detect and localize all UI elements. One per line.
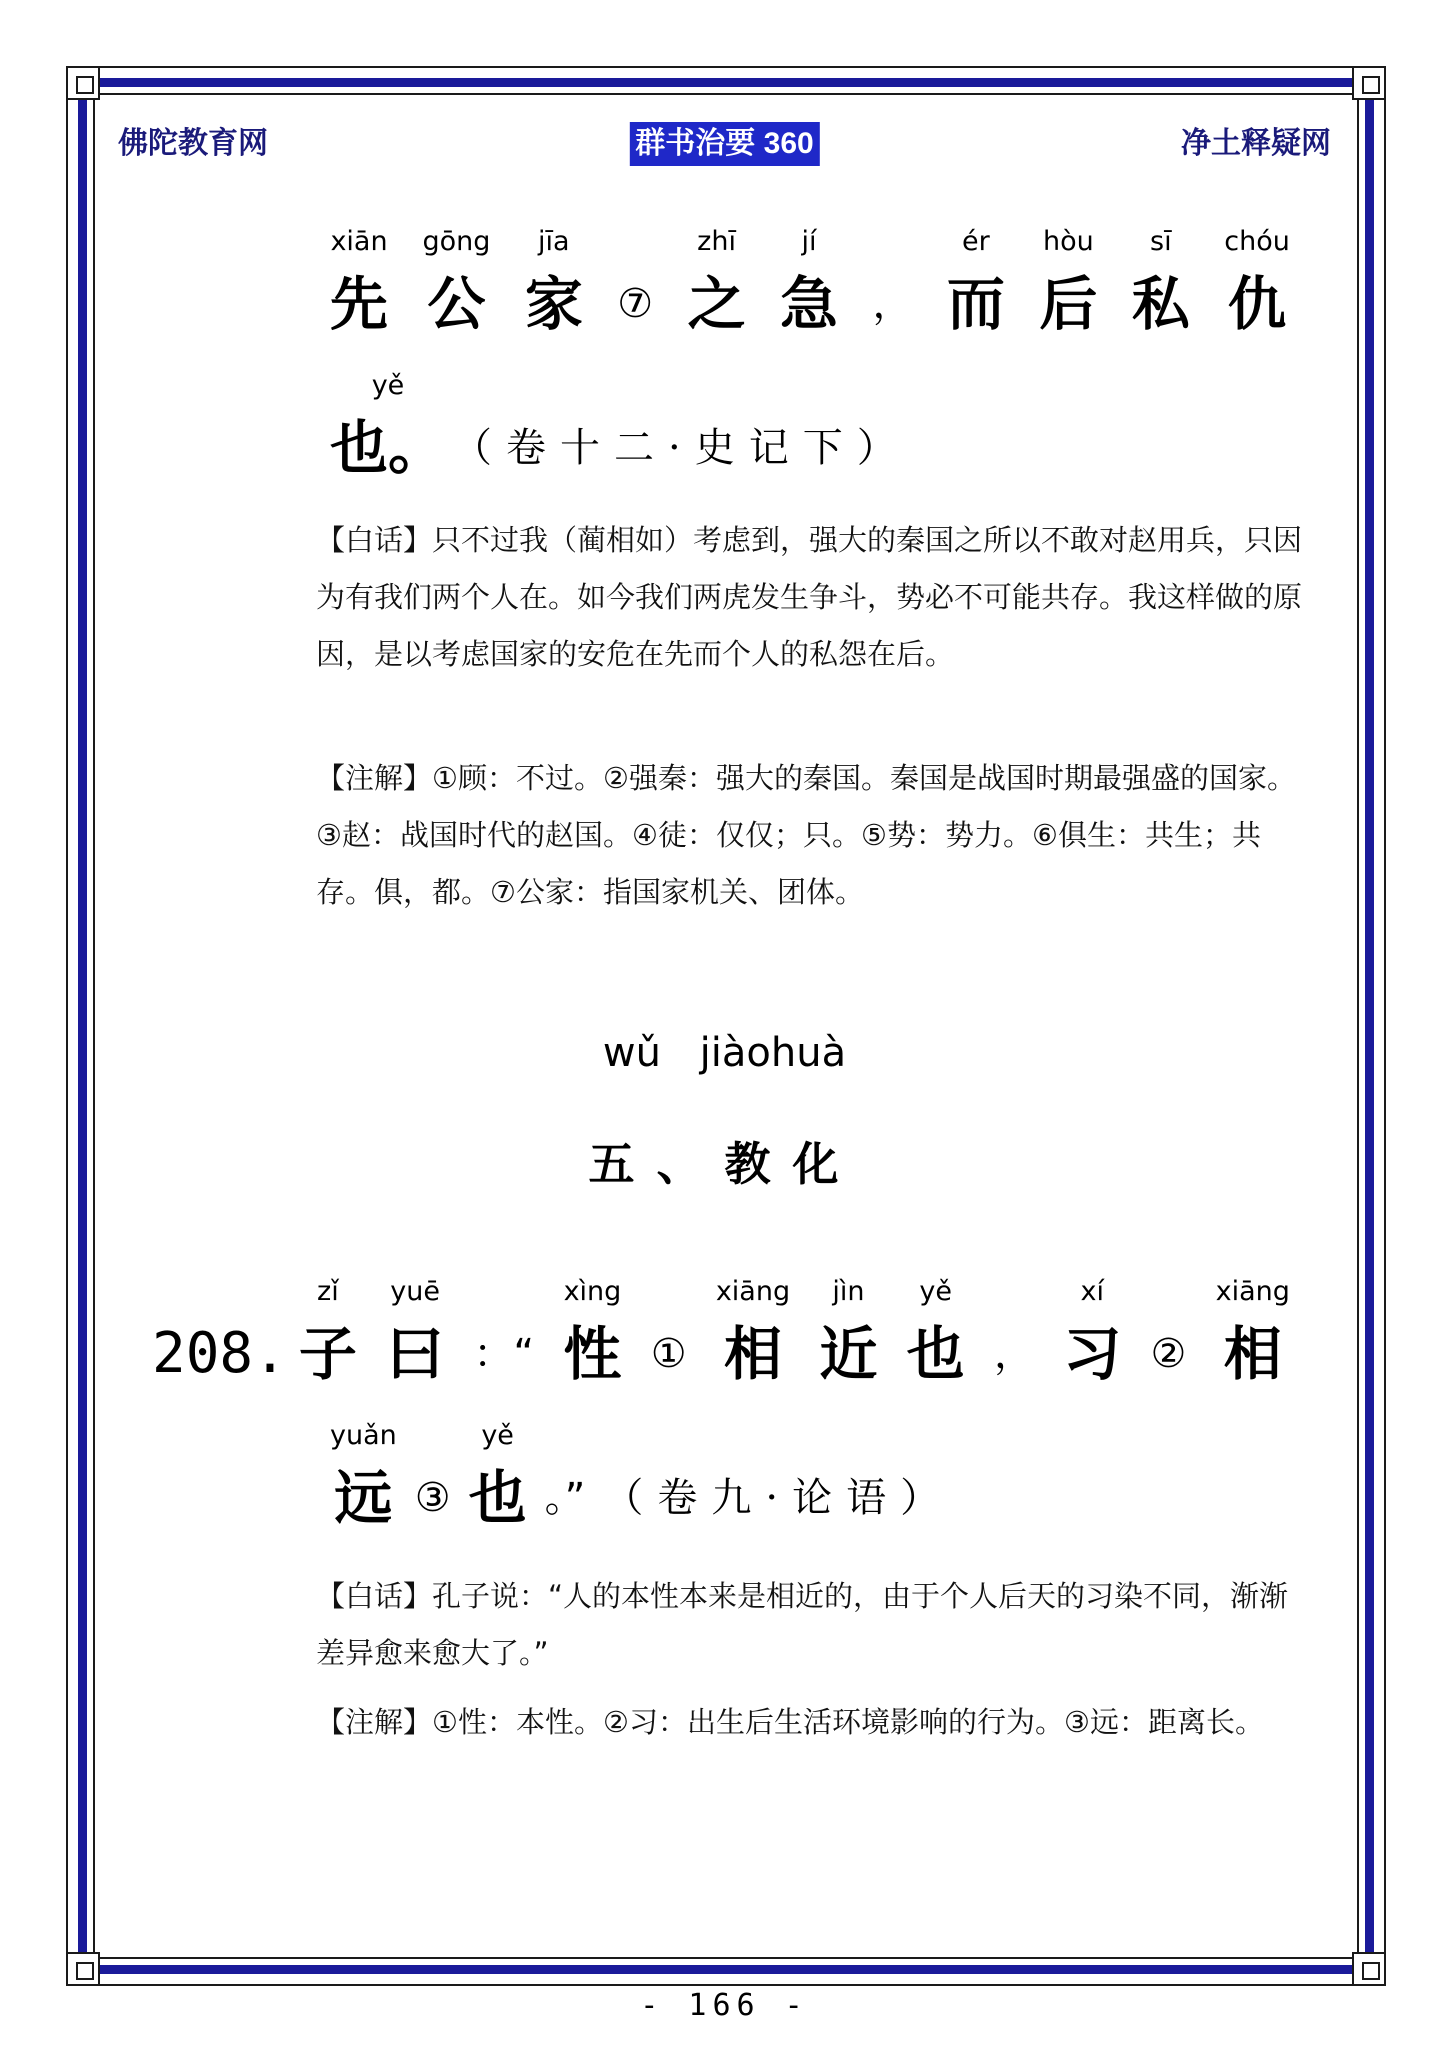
hanzi: ， bbox=[993, 1331, 1034, 1377]
verse-char bbox=[716, 1272, 790, 1396]
verse-line bbox=[330, 366, 911, 490]
verse-char bbox=[994, 1272, 1034, 1396]
hanzi: 也 bbox=[906, 1320, 965, 1388]
verse-char bbox=[819, 1272, 877, 1396]
pinyin: xiān bbox=[330, 226, 388, 257]
verse-line bbox=[152, 1272, 1290, 1396]
translation-paragraph: 【白话】孔子说：“人的本性本来是相近的，由于个人后天的习染不同，渐渐差异愈来愈大了。” bbox=[316, 1579, 1289, 1670]
hanzi: 相 bbox=[723, 1320, 782, 1388]
verse-char bbox=[1039, 222, 1097, 346]
verse-char bbox=[545, 1416, 586, 1540]
hanzi: 子 bbox=[298, 1320, 357, 1388]
hanzi: ② bbox=[1150, 1331, 1187, 1377]
hanzi: ：“ bbox=[473, 1331, 535, 1377]
pinyin: zǐ bbox=[317, 1276, 339, 1307]
section-title-pinyin: wǔ jiàohuà bbox=[602, 1030, 847, 1076]
hanzi: 而 bbox=[946, 270, 1005, 338]
verse-char bbox=[525, 222, 583, 346]
hanzi: 相 bbox=[1223, 1320, 1282, 1388]
hanzi: ， bbox=[872, 281, 913, 327]
corner-ornament-bottom-left bbox=[66, 1952, 100, 1986]
verse-line bbox=[330, 222, 1290, 346]
hanzi: 。” bbox=[544, 1475, 586, 1521]
verse-char bbox=[299, 1272, 357, 1396]
pinyin: chóu bbox=[1224, 226, 1290, 257]
pinyin: yuē bbox=[390, 1276, 440, 1307]
verse-source: （卷九·论语） bbox=[603, 1475, 955, 1521]
page-number: - 166 - bbox=[640, 1988, 809, 2023]
verse-char bbox=[907, 1272, 965, 1396]
annotation-paragraph: 【注解】①性：本性。②习：出生后生活环境影响的行为。③远：距离长。 bbox=[316, 1705, 1264, 1739]
header-book-title: 群书治要 360 bbox=[629, 122, 819, 166]
verse-char bbox=[1132, 222, 1190, 346]
pinyin: jìn bbox=[832, 1276, 865, 1307]
verse-chars bbox=[330, 1416, 585, 1540]
verse-char bbox=[330, 222, 388, 346]
section-title: 五、教化 bbox=[588, 1137, 861, 1191]
hanzi: 后 bbox=[1039, 270, 1098, 338]
verse-char bbox=[469, 1416, 527, 1540]
hanzi: 公 bbox=[427, 270, 486, 338]
verse-char bbox=[415, 1416, 451, 1540]
pinyin: sī bbox=[1150, 226, 1172, 257]
hanzi: ⑦ bbox=[617, 281, 654, 327]
hanzi: 私 bbox=[1131, 270, 1190, 338]
verse-char bbox=[330, 366, 446, 490]
hanzi: 先 bbox=[330, 270, 389, 338]
verse-char bbox=[1224, 222, 1290, 346]
verse-chars bbox=[299, 1272, 1290, 1396]
verse-char bbox=[617, 222, 653, 346]
verse-char bbox=[780, 222, 838, 346]
header-site-right: 净土释疑网 bbox=[1181, 127, 1331, 160]
pinyin: yě bbox=[919, 1276, 952, 1307]
annotation-paragraph: 【注解】①顾：不过。②强秦：强大的秦国。秦国是战国时期最强盛的国家。③赵：战国时代的赵国。④徒：仅仅；只。⑤势：势力。⑥俱生：共生；共存。俱，都。⑦公家：指国家机关、团体。 bbox=[316, 761, 1296, 909]
pinyin: ér bbox=[962, 226, 990, 257]
verse-char bbox=[563, 1272, 621, 1396]
verse-char bbox=[473, 1272, 534, 1396]
hanzi: 家 bbox=[524, 270, 583, 338]
hanzi: 也。 bbox=[330, 414, 447, 482]
verse-char bbox=[947, 222, 1005, 346]
pinyin: xiāng bbox=[715, 1276, 791, 1307]
pinyin: yě bbox=[481, 1420, 514, 1451]
verse-char bbox=[688, 222, 746, 346]
pinyin: gōng bbox=[422, 226, 491, 257]
verse-char bbox=[330, 1416, 397, 1540]
hanzi: 性 bbox=[563, 1320, 622, 1388]
verse-char bbox=[422, 222, 490, 346]
pinyin: jí bbox=[801, 226, 817, 257]
hanzi: 急 bbox=[780, 270, 839, 338]
corner-ornament-bottom-right bbox=[1352, 1952, 1386, 1986]
pinyin: hòu bbox=[1042, 226, 1094, 257]
pinyin: xí bbox=[1080, 1276, 1104, 1307]
hanzi: 也 bbox=[468, 1464, 527, 1532]
header-site-left: 佛陀教育网 bbox=[118, 127, 268, 160]
hanzi: ① bbox=[650, 1331, 687, 1377]
verse-source: （卷十二·史记下） bbox=[452, 425, 911, 471]
verse-number-cell bbox=[152, 1272, 287, 1396]
translation-paragraph: 【白话】只不过我（蔺相如）考虑到，强大的秦国之所以不敢对赵用兵，只因为有我们两个人在。如今我们两虎发生争斗，势必不可能共存。我这样做的原因，是以考虑国家的安危在先而个人的私怨在后。 bbox=[316, 523, 1303, 671]
hanzi: 曰 bbox=[386, 1320, 445, 1388]
verse-number: 208. bbox=[152, 1321, 287, 1386]
verse-char bbox=[872, 222, 912, 346]
pinyin: jīa bbox=[538, 226, 570, 257]
hanzi: 仇 bbox=[1228, 270, 1287, 338]
pinyin: yuǎn bbox=[330, 1420, 397, 1451]
pinyin: yě bbox=[371, 370, 405, 401]
verse-char bbox=[651, 1272, 687, 1396]
verse-char bbox=[1063, 1272, 1121, 1396]
corner-ornament-top-left bbox=[66, 66, 100, 100]
verse-char bbox=[1216, 1272, 1290, 1396]
hanzi: 习 bbox=[1063, 1320, 1122, 1388]
hanzi: ③ bbox=[414, 1475, 451, 1521]
hanzi: 之 bbox=[687, 270, 746, 338]
hanzi: 远 bbox=[334, 1464, 393, 1532]
pinyin: xìng bbox=[563, 1276, 622, 1307]
corner-ornament-top-right bbox=[1352, 66, 1386, 100]
pinyin: zhī bbox=[697, 226, 736, 257]
verse-line bbox=[330, 1416, 954, 1540]
pinyin: xiāng bbox=[1215, 1276, 1290, 1307]
verse-char bbox=[1150, 1272, 1186, 1396]
hanzi: 近 bbox=[819, 1320, 878, 1388]
verse-char bbox=[386, 1272, 444, 1396]
